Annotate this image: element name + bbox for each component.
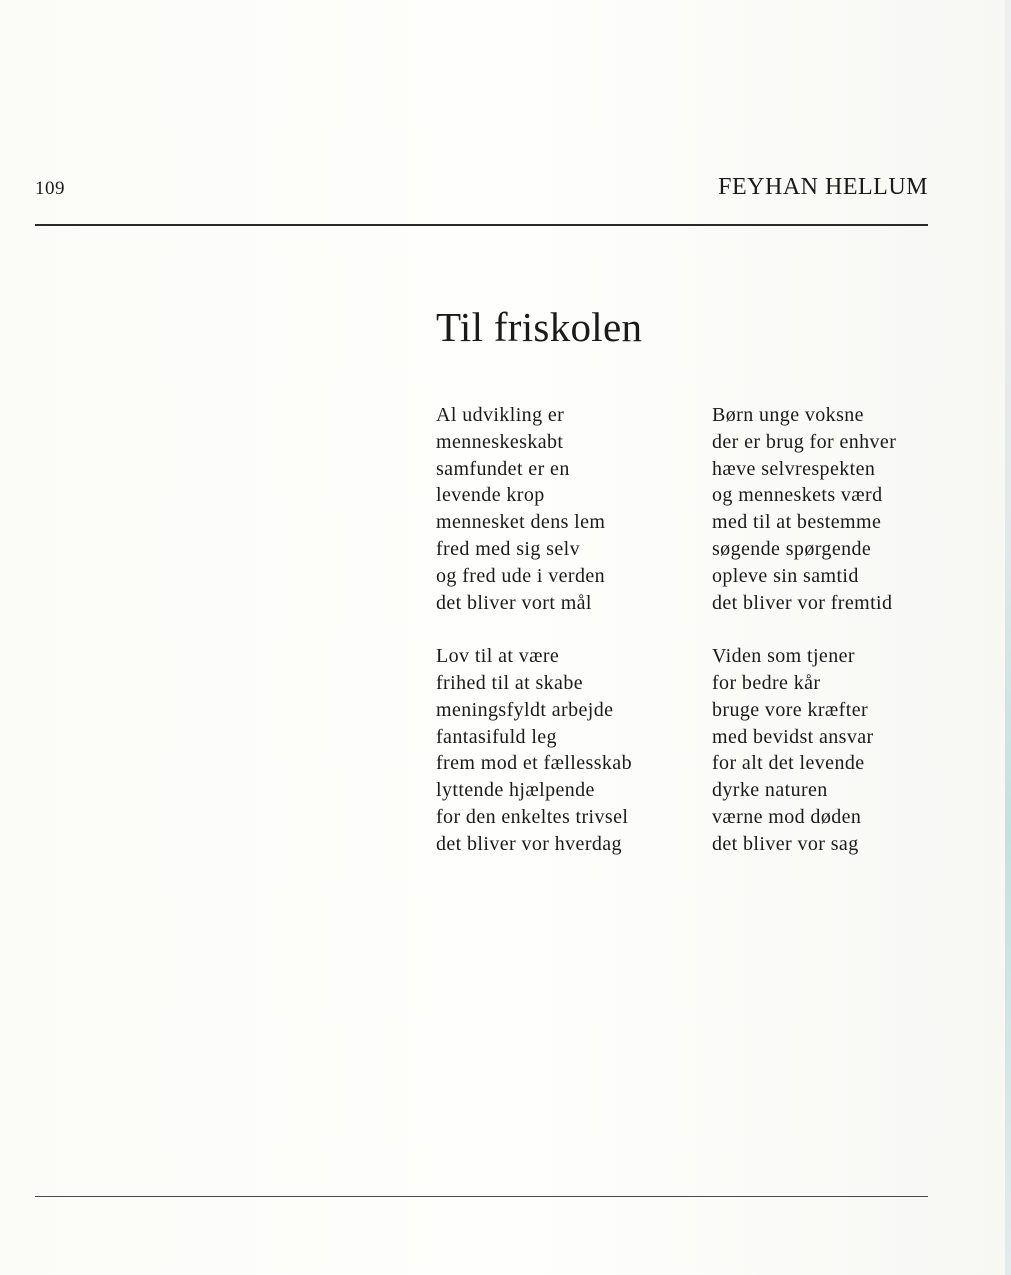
poem-line: Viden som tjener [712,645,855,668]
poem-line: Børn unge voksne [712,404,864,426]
running-head-author: FEYHAN HELLUM [718,174,928,200]
poem-line: med bevidst ansvar [712,725,874,748]
stanza [712,643,896,857]
poem-line: det bliver vort mål [436,591,592,614]
poem-line: og menneskets værd [712,484,883,507]
page-edge [1005,0,1011,1275]
poem-line: menneskeskabt [436,430,564,453]
poem-line: levende krop [436,484,545,507]
footer-rule [35,1196,928,1197]
poem-line: lyttende hjælpende [436,779,595,802]
poem-line: for bedre kår [712,671,821,694]
poem-column-left [436,402,632,884]
poem-line: opleve sin samtid [712,564,859,587]
poem-line: det bliver vor fremtid [712,591,893,614]
header-rule [35,224,928,226]
poem-line: dyrke naturen [712,779,828,802]
poem-line: og fred ude i verden [436,564,606,587]
page-number: 109 [35,178,65,199]
poem-line: frihed til at skabe [436,671,583,694]
poem-title: Til friskolen [436,304,643,350]
poem-line: fantasifuld leg [436,725,557,748]
poem-line: fred med sig selv [436,537,580,560]
poem-line: samfundet er en [436,457,570,480]
stanza [436,643,632,857]
poem-line: søgende spørgende [712,537,872,560]
poem-line: bruge vore kræfter [712,698,869,721]
poem-line: med til at bestemme [712,511,882,534]
poem-line: frem mod et fællesskab [436,752,632,775]
poem-line: der er brug for enhver [712,430,897,453]
poem-line: mennesket dens lem [436,511,606,534]
poem-line: det bliver vor hverdag [436,832,622,855]
poem-line: Lov til at være [436,645,560,668]
poem-line: meningsfyldt arbejde [436,698,614,721]
poem-line: værne mod døden [712,805,862,828]
poem-column-right [712,402,896,884]
poem-line: for alt det levende [712,752,865,775]
poem-line: Al udvikling er [436,404,565,426]
poem-line: hæve selvrespekten [712,457,876,480]
poem-line: for den enkeltes trivsel [436,805,629,828]
poem-line: det bliver vor sag [712,832,859,855]
stanza [712,402,896,616]
stanza [436,402,632,616]
